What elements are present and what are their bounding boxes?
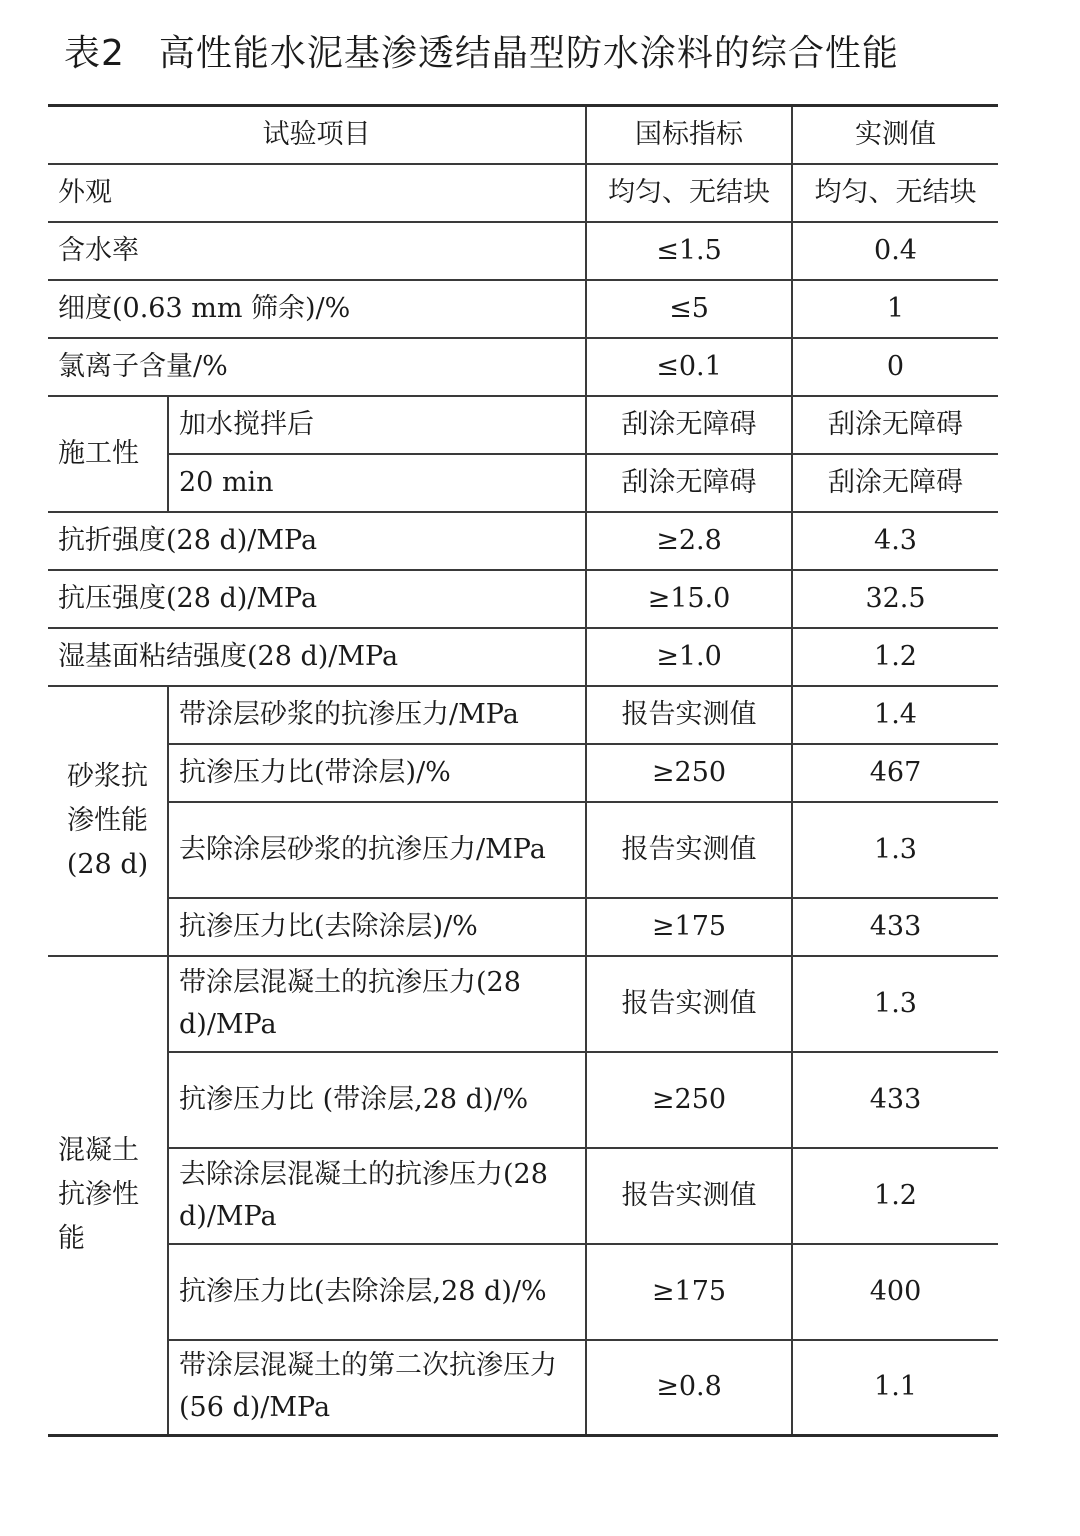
row-standard: ≥175 xyxy=(586,1244,792,1340)
row-measured: 1.2 xyxy=(792,628,998,686)
row-measured: 1.4 xyxy=(792,686,998,744)
table-row xyxy=(48,956,998,1052)
row-item: 带涂层砂浆的抗渗压力/MPa xyxy=(168,686,586,744)
row-item: 抗压强度(28 d)/MPa xyxy=(48,570,586,628)
table-row xyxy=(48,802,998,898)
table-row xyxy=(48,744,998,802)
row-measured: 4.3 xyxy=(792,512,998,570)
row-standard: ≥1.0 xyxy=(586,628,792,686)
row-item: 抗渗压力比(带涂层)/% xyxy=(168,744,586,802)
row-measured: 均匀、无结块 xyxy=(792,164,998,222)
row-item: 湿基面粘结强度(28 d)/MPa xyxy=(48,628,586,686)
table-row xyxy=(48,222,998,280)
row-item: 去除涂层砂浆的抗渗压力/MPa xyxy=(168,802,586,898)
row-item: 抗折强度(28 d)/MPa xyxy=(48,512,586,570)
row-measured: 433 xyxy=(792,898,998,956)
row-standard: ≤5 xyxy=(586,280,792,338)
row-measured: 1.3 xyxy=(792,956,998,1052)
row-measured: 0 xyxy=(792,338,998,396)
group-label-mortar: 砂浆抗渗性能(28 d) xyxy=(48,686,168,956)
row-item: 细度(0.63 mm 筛余)/% xyxy=(48,280,586,338)
row-item: 带涂层混凝土的抗渗压力(28 d)/MPa xyxy=(168,956,586,1052)
row-measured: 433 xyxy=(792,1052,998,1148)
table-row xyxy=(48,280,998,338)
table-row xyxy=(48,396,998,454)
row-measured: 刮涂无障碍 xyxy=(792,454,998,512)
table-row xyxy=(48,686,998,744)
row-measured: 32.5 xyxy=(792,570,998,628)
row-standard: 报告实测值 xyxy=(586,686,792,744)
row-standard: ≥0.8 xyxy=(586,1340,792,1436)
row-item: 抗渗压力比(去除涂层)/% xyxy=(168,898,586,956)
row-item: 氯离子含量/% xyxy=(48,338,586,396)
row-standard: 刮涂无障碍 xyxy=(586,454,792,512)
header-standard: 国标指标 xyxy=(586,106,792,164)
row-measured: 1.2 xyxy=(792,1148,998,1244)
row-item: 20 min xyxy=(168,454,586,512)
table-row xyxy=(48,512,998,570)
table-row xyxy=(48,1340,998,1436)
table-row xyxy=(48,338,998,396)
row-standard: 报告实测值 xyxy=(586,1148,792,1244)
row-item: 加水搅拌后 xyxy=(168,396,586,454)
row-standard: ≥250 xyxy=(586,744,792,802)
table-row xyxy=(48,1148,998,1244)
row-standard: 刮涂无障碍 xyxy=(586,396,792,454)
row-measured: 1.1 xyxy=(792,1340,998,1436)
group-label-concrete: 混凝土抗渗性能 xyxy=(48,956,168,1436)
performance-table xyxy=(48,104,998,1437)
row-standard: ≥250 xyxy=(586,1052,792,1148)
row-measured: 1 xyxy=(792,280,998,338)
table-row xyxy=(48,898,998,956)
row-standard: ≥15.0 xyxy=(586,570,792,628)
header-item: 试验项目 xyxy=(48,106,586,164)
table-number: 表2 xyxy=(64,33,125,74)
row-standard: 均匀、无结块 xyxy=(586,164,792,222)
row-standard: ≤1.5 xyxy=(586,222,792,280)
row-item: 去除涂层混凝土的抗渗压力(28 d)/MPa xyxy=(168,1148,586,1244)
row-measured: 1.3 xyxy=(792,802,998,898)
group-label-workability: 施工性 xyxy=(48,396,168,512)
table-row xyxy=(48,570,998,628)
table-row xyxy=(48,628,998,686)
row-measured: 刮涂无障碍 xyxy=(792,396,998,454)
row-standard: ≥175 xyxy=(586,898,792,956)
row-standard: ≥2.8 xyxy=(586,512,792,570)
table-row xyxy=(48,164,998,222)
row-item: 含水率 xyxy=(48,222,586,280)
row-measured: 467 xyxy=(792,744,998,802)
row-standard: 报告实测值 xyxy=(586,956,792,1052)
row-item: 外观 xyxy=(48,164,586,222)
header-row xyxy=(48,106,998,164)
table-row xyxy=(48,1244,998,1340)
row-measured: 0.4 xyxy=(792,222,998,280)
row-item: 抗渗压力比 (带涂层,28 d)/% xyxy=(168,1052,586,1148)
table-title: 高性能水泥基渗透结晶型防水涂料的综合性能 xyxy=(158,33,899,74)
row-measured: 400 xyxy=(792,1244,998,1340)
header-measured: 实测值 xyxy=(792,106,998,164)
row-item: 带涂层混凝土的第二次抗渗压力(56 d)/MPa xyxy=(168,1340,586,1436)
table-row xyxy=(48,1052,998,1148)
row-item: 抗渗压力比(去除涂层,28 d)/% xyxy=(168,1244,586,1340)
table-row xyxy=(48,454,998,512)
row-standard: 报告实测值 xyxy=(586,802,792,898)
row-standard: ≤0.1 xyxy=(586,338,792,396)
table-caption xyxy=(64,26,1024,82)
